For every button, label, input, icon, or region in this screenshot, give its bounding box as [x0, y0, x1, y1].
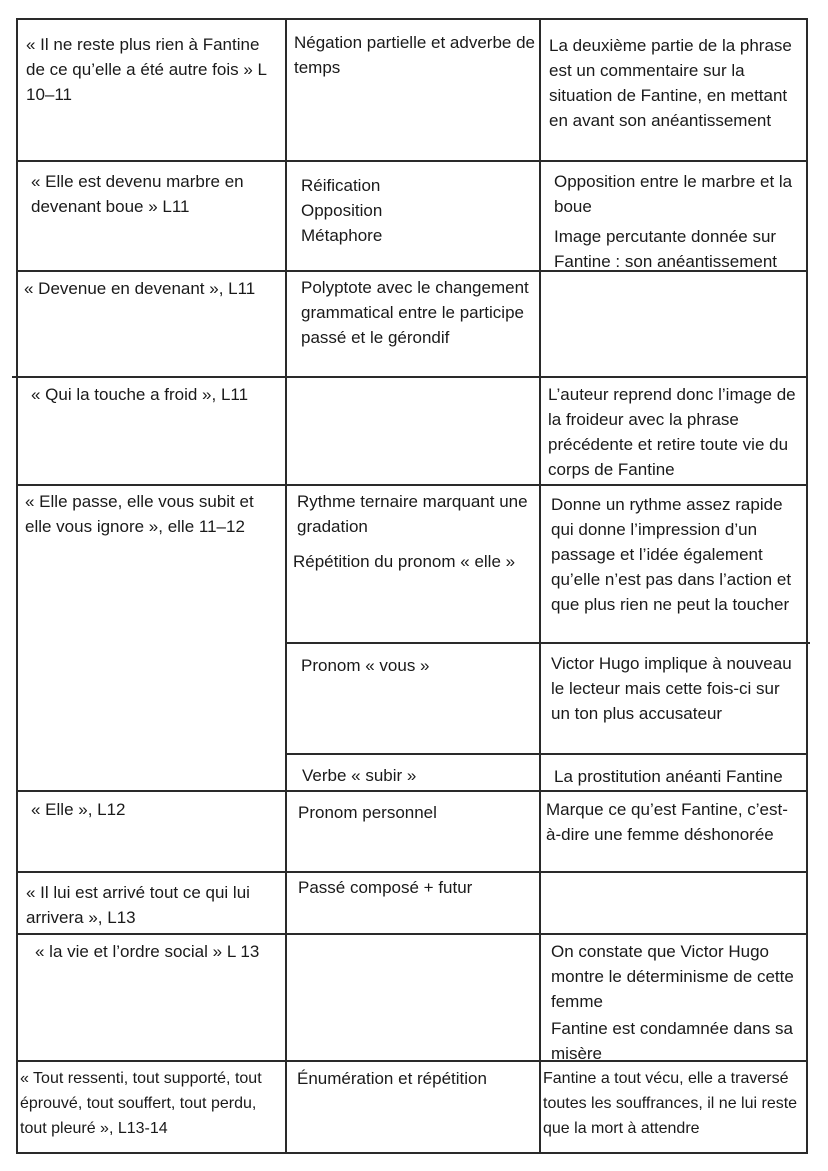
procede-cell [293, 489, 538, 574]
interpretation-cell [548, 382, 800, 482]
procede-text: Rythme ternaire marquant une gradation [297, 492, 528, 536]
interpretation-cell [551, 651, 801, 726]
procede-text: Pronom « vous » [301, 656, 430, 675]
row-divider [16, 871, 808, 873]
procede-text: Négation partielle et adverbe de temps [294, 33, 535, 77]
procede-text: Polyptote avec le changement grammatical entre le participe passé et le gérondif [301, 278, 529, 347]
quote-cell [35, 939, 283, 964]
subrow-divider [285, 753, 808, 755]
interpretation-text: La prostitution anéanti Fantine [554, 767, 783, 786]
interpretation-text: Fantine a tout vécu, elle a traversé toutes les souffrances, il ne lui reste que la mort à attendre [543, 1070, 798, 1137]
interpretation-text: On constate que Victor Hugo montre le déterminisme de cette femme [551, 942, 794, 1011]
procede-cell [297, 1066, 535, 1091]
quote-cell [25, 489, 280, 539]
interpretation-text: Image percutante donnée sur Fantine : son anéantissement [554, 227, 778, 271]
quote-text: « Il ne reste plus rien à Fantine de ce qu’elle a été autre fois » L 10–11 [26, 35, 267, 104]
quote-cell [31, 382, 281, 407]
interpretation-cell [554, 764, 806, 789]
procede-cell [294, 30, 538, 80]
interpretation-cell [546, 797, 796, 847]
interpretation-text: La deuxième partie de la phrase est un commentaire sur la situation de Fantine, en mettant en avant son anéantissement [549, 36, 792, 130]
procede-text: Réification [301, 176, 381, 195]
quote-cell [20, 1066, 282, 1141]
interpretation-text: L’auteur reprend donc l’image de la froideur avec la phrase précédente et retire toute vie du corps de Fantine [548, 385, 796, 479]
table-border-right [806, 18, 808, 1154]
procede-cell [301, 275, 536, 350]
procede-cell [301, 653, 531, 678]
row-divider [12, 376, 808, 378]
table-border-left [16, 18, 18, 1154]
interpretation-cell [549, 33, 801, 133]
procede-cell [302, 763, 532, 788]
interpretation-cell [554, 169, 804, 274]
interpretation-cell [551, 492, 801, 617]
interpretation-cell [551, 939, 803, 1066]
procede-text: Énumération et répétition [297, 1069, 487, 1088]
row-divider [16, 790, 808, 792]
procede-cell [298, 800, 533, 825]
table-border-bottom [16, 1152, 808, 1154]
quote-text: « Devenue en devenant », L11 [24, 279, 256, 298]
row-divider [16, 18, 808, 20]
quote-cell [26, 32, 278, 107]
interpretation-text: Donne un rythme assez rapide qui donne l’impression d’un passage et l’idée également qu’elle n’est pas dans l’action et que plus rien ne peut la toucher [551, 495, 792, 614]
column-divider-2 [539, 18, 541, 1154]
quote-cell [31, 169, 276, 219]
procede-text: Verbe « subir » [302, 766, 417, 785]
procede-text: Opposition [301, 201, 383, 220]
row-divider [16, 933, 808, 935]
quote-text: « Il lui est arrivé tout ce qui lui arrivera », L13 [26, 883, 250, 927]
interpretation-cell [543, 1066, 808, 1141]
column-divider-1 [285, 18, 287, 1154]
quote-text: « Elle », L12 [31, 800, 126, 819]
procede-text: Pronom personnel [298, 803, 437, 822]
interpretation-text: Marque ce qu’est Fantine, c’est-à-dire une femme déshonorée [546, 800, 788, 844]
subrow-divider [285, 642, 810, 644]
procede-cell [301, 173, 531, 248]
interpretation-text: Opposition entre le marbre et la boue [554, 172, 793, 216]
quote-cell [24, 276, 279, 301]
procede-text: Répétition du pronom « elle » [293, 552, 516, 571]
procede-cell [298, 875, 533, 900]
row-divider [16, 484, 808, 486]
quote-text: « la vie et l’ordre social » L 13 [35, 942, 260, 961]
interpretation-text: Fantine est condamnée dans sa misère [551, 1019, 793, 1063]
procede-text: Passé composé + futur [298, 878, 473, 897]
quote-cell [31, 797, 281, 822]
interpretation-text: Victor Hugo implique à nouveau le lecteur mais cette fois-ci sur un ton plus accusateur [551, 654, 792, 723]
quote-text: « Tout ressenti, tout supporté, tout éprouvé, tout souffert, tout perdu, tout pleuré », L13-14 [20, 1070, 262, 1137]
procede-text: Métaphore [301, 226, 383, 245]
quote-text: « Elle passe, elle vous subit et elle vous ignore », elle 11–12 [25, 492, 254, 536]
quote-text: « Elle est devenu marbre en devenant boue » L11 [31, 172, 244, 216]
quote-text: « Qui la touche a froid », L11 [31, 385, 249, 404]
quote-cell [26, 880, 281, 930]
row-divider [16, 160, 808, 162]
